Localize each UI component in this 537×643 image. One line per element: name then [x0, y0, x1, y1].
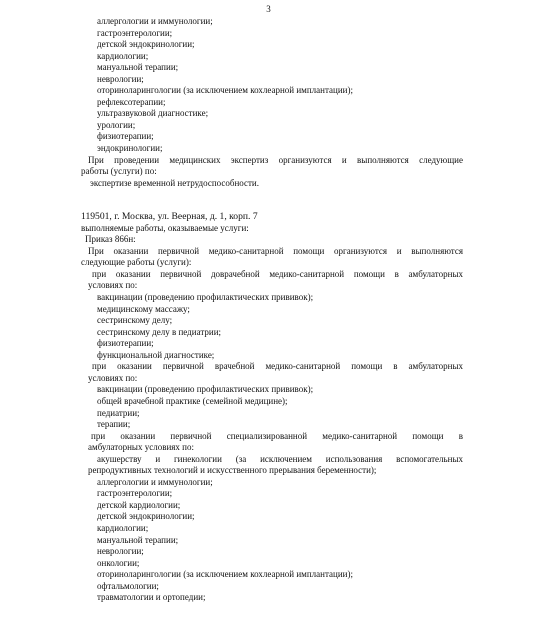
text-line: онкологии; — [97, 557, 140, 568]
text-line: неврологии; — [97, 546, 144, 557]
text-line: урологии; — [97, 119, 136, 130]
text-line: условиях по: — [88, 280, 138, 291]
text-line: физиотерапии; — [97, 131, 154, 142]
text-line: оториноларингологии (за исключением кохлеарной имплантации); — [97, 85, 353, 96]
text-line: мануальной терапии; — [97, 62, 179, 73]
text-line: функциональной диагностике; — [97, 349, 215, 360]
text-line: при оказании первичной доврачебной медико-санитарной помощи в амбулаторных — [92, 268, 463, 279]
text-line: следующие работы (услуги): — [81, 257, 192, 268]
text-line: мануальной терапии; — [97, 534, 179, 545]
text-line: офтальмологии; — [97, 580, 159, 591]
text-line: детской кардиологии; — [97, 499, 181, 510]
text-line: сестринскому делу в педиатрии; — [97, 326, 222, 337]
text-line: При проведении медицинских экспертиз организуются и выполняются следующие — [88, 154, 463, 165]
text-line: рефлексотерапии; — [97, 96, 166, 107]
text-line: терапии; — [97, 419, 131, 430]
text-line: эндокринологии; — [97, 143, 163, 154]
text-line: аллергологии и иммунологии; — [97, 476, 213, 487]
text-line: гастроэнтерологии; — [97, 27, 173, 38]
text-line: детской эндокринологии; — [97, 39, 195, 50]
text-line: гастроэнтерологии; — [97, 488, 173, 499]
text-line: при оказании первичной врачебной медико-санитарной помощи в амбулаторных — [92, 361, 463, 372]
text-line: условиях по: — [88, 372, 138, 383]
text-line: кардиологии; — [97, 522, 149, 533]
text-line: амбулаторных условиях по: — [88, 442, 194, 453]
text-line: экспертизе временной нетрудоспособности. — [90, 177, 259, 188]
document-body — [0, 16, 537, 604]
text-line: аллергологии и иммунологии; — [97, 16, 213, 26]
address-line: 119501, г. Москва, ул. Веерная, д. 1, корп. 7 — [81, 211, 258, 223]
text-line: неврологии; — [97, 73, 144, 84]
paragraph-gap — [0, 189, 537, 211]
text-line: детской эндокринологии; — [97, 511, 195, 522]
text-line: оториноларингологии (за исключением кохлеарной имплантации); — [97, 569, 353, 580]
page-number: 3 — [266, 4, 271, 14]
text-line: сестринскому делу; — [97, 315, 173, 326]
text-line: выполняемые работы, оказываемые услуги: — [81, 222, 249, 233]
text-line: репродуктивных технологий и искусственного прерывания беременности); — [88, 465, 377, 476]
text-line: При оказании первичной медико-санитарной помощи организуются и выполняются — [88, 245, 463, 256]
text-line: вакцинации (проведению профилактических прививок); — [97, 384, 314, 395]
text-line: при оказании первичной специализированной медико-санитарной помощи в — [91, 430, 463, 441]
text-line: педиатрии; — [97, 407, 140, 418]
text-line: общей врачебной практике (семейной медицине); — [97, 395, 288, 406]
text-line: физиотерапии; — [97, 338, 154, 349]
text-line: кардиологии; — [97, 50, 149, 61]
text-line: травматологии и ортопедии; — [97, 592, 206, 603]
text-line: медицинскому массажу; — [97, 303, 190, 314]
text-line: вакцинации (проведению профилактических прививок); — [97, 292, 314, 303]
text-line: ультразвуковой диагностике; — [97, 108, 209, 119]
text-line: акушерству и гинекологии (за исключением использования вспомогательных — [97, 453, 463, 464]
text-line: Приказ 866н: — [85, 234, 136, 245]
text-line: работы (услуги) по: — [81, 166, 157, 177]
